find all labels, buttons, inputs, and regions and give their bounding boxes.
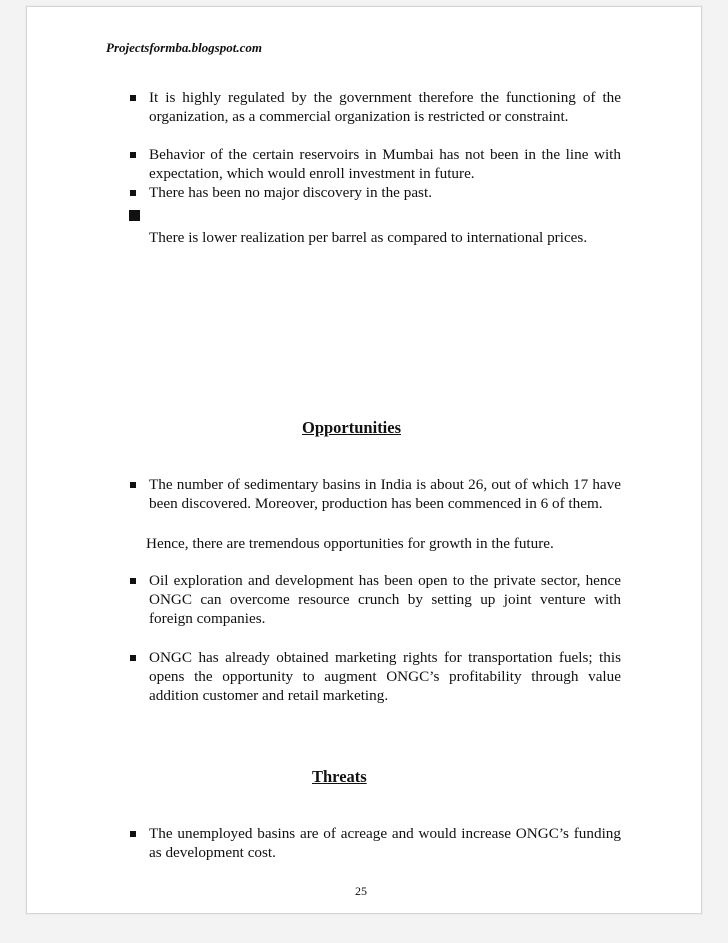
page-number: 25	[355, 884, 367, 898]
bullet-icon	[130, 190, 136, 196]
weakness-item-3: There has been no major discovery in the past.	[149, 184, 432, 201]
bullet-icon	[130, 655, 136, 661]
bullet-icon	[130, 152, 136, 158]
bullet-icon	[130, 831, 136, 837]
opportunity-item-3: ONGC has already obtained marketing rights for transportation fuels; this opens the opportunity to augment ONGC’s profitability through value addition customer and retail marketing.	[149, 649, 621, 704]
weakness-item-2: Behavior of the certain reservoirs in Mumbai has not been in the line with expectation, which would enroll investment in future.	[149, 146, 621, 182]
square-bullet-icon	[129, 210, 140, 221]
page-header-site: Projectsformba.blogspot.com	[106, 40, 262, 55]
threats-heading: Threats	[312, 767, 367, 786]
opportunity-conclusion: Hence, there are tremendous opportunities for growth in the future.	[146, 535, 554, 552]
bullet-icon	[130, 95, 136, 101]
weakness-item-1: It is highly regulated by the government therefore the functioning of the organization, as a commercial organization is restricted or constraint.	[149, 89, 621, 125]
opportunity-item-2: Oil exploration and development has been open to the private sector, hence ONGC can overcome resource crunch by setting up joint venture with foreign companies.	[149, 572, 621, 627]
bullet-icon	[130, 578, 136, 584]
bullet-icon	[130, 482, 136, 488]
threat-item-1: The unemployed basins are of acreage and would increase ONGC’s funding as development cost.	[149, 825, 621, 861]
weakness-item-4: There is lower realization per barrel as compared to international prices.	[149, 229, 588, 246]
opportunity-item-1: The number of sedimentary basins in India is about 26, out of which 17 have been discovered. Moreover, production has been commenced in 6 of them.	[149, 476, 621, 512]
opportunities-heading: Opportunities	[302, 418, 402, 437]
